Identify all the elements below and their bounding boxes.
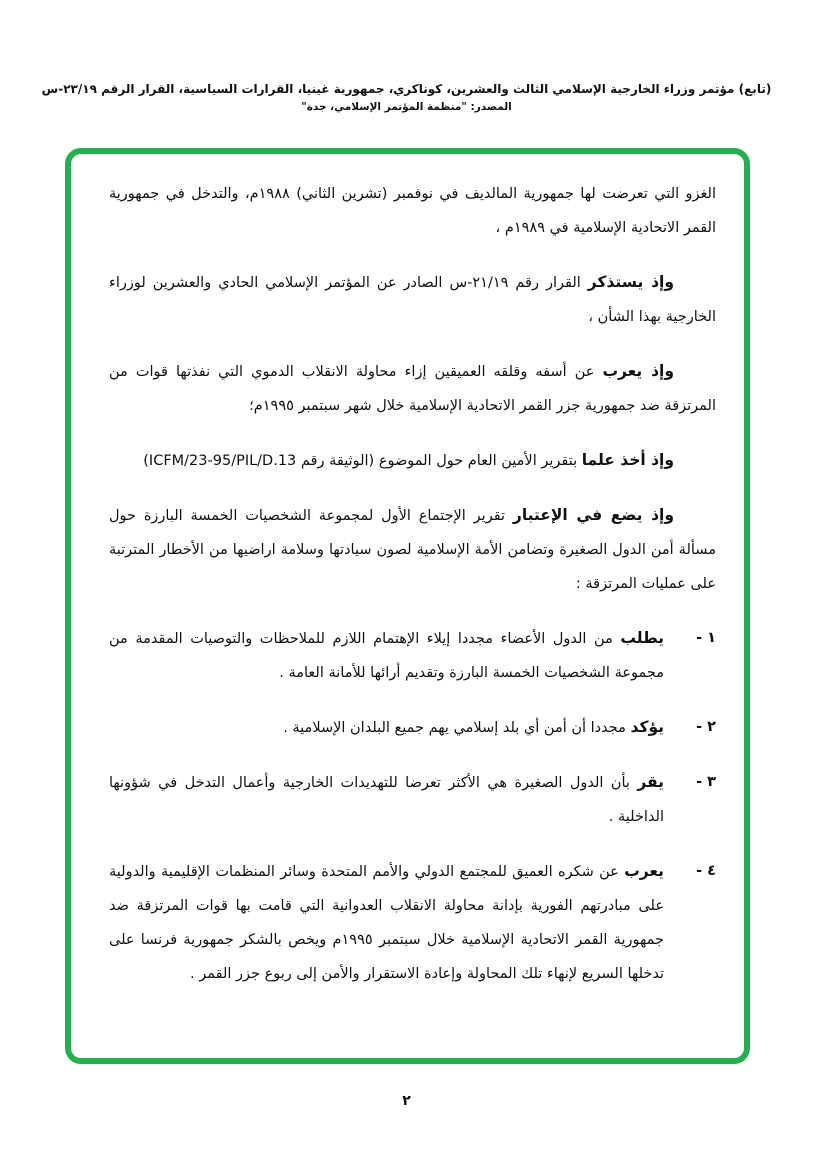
preamble-paragraph-3 [109, 354, 716, 423]
paragraph-text: الغزو التي تعرضت لها جمهورية المالديف في نوفمبر (تشرين الثاني) ١٩٨٨م، والتدخل في جمهورية القمر الاتحادية الإسلامية في ١٩٨٩م ، [109, 186, 717, 236]
item-body: بأن الدول الصغيرة هي الأكثر تعرضا للتهديدات الخارجية وأعمال التدخل في شؤونها الداخلية . [109, 775, 664, 825]
resolution-box [65, 148, 750, 1064]
preamble-paragraph-5 [109, 498, 716, 601]
paragraph-lead: وإذ أخذ علما [581, 451, 674, 469]
numbered-item-4 [109, 854, 716, 991]
paragraph-text: القرار رقم ٢١/١٩-س الصادر عن المؤتمر الإسلامي الحادي والعشرين لوزراء الخارجية بهذا الشأن ، [109, 275, 716, 325]
header-title: (تابع) مؤتمر وزراء الخارجية الإسلامي الثالث والعشرين، كوناكري، جمهورية غينيا، القرارات السياسية، القرار الرقم ٢٣/١٩-س [41, 82, 772, 96]
item-lead: يطلب [620, 629, 664, 647]
item-lead: يقر [637, 773, 664, 791]
item-number: ٢ - [696, 719, 716, 735]
preamble-paragraph-2 [109, 265, 716, 334]
paragraph-lead: وإذ يستذكر [587, 273, 675, 291]
item-text [109, 765, 664, 834]
item-text [109, 621, 664, 690]
header-source: المصدر: "منظمة المؤتمر الإسلامي، جدة" [301, 101, 512, 113]
numbered-item-1 [109, 621, 716, 690]
paragraph-lead: وإذ يضع في الإعتبار [512, 506, 675, 524]
page-number: ٢ [402, 1093, 411, 1109]
item-lead: يعرب [624, 862, 664, 880]
paragraph-text: بتقرير الأمين العام حول الموضوع (الوثيقة رقم ICFM/23-95/PIL/D.13) [143, 453, 582, 469]
item-text [109, 710, 664, 745]
preamble-paragraph-1 [109, 176, 716, 245]
paragraph-lead: وإذ يعرب [602, 362, 674, 380]
numbered-item-2 [109, 710, 716, 745]
item-number: ٣ - [696, 774, 716, 790]
item-body: عن شكره العميق للمجتمع الدولي والأمم المتحدة وسائر المنظمات الإقليمية والدولية على مبادرتهم الفورية بإدانة محاولة الانقلاب العدوانية التي قامت بها قوات المرتزقة ضد جمهورية القمر الاتحادية الإسلامية خلال سبتمبر ١٩٩٥م ويخص بالشكر جمهورية فرنسا على تدخلها السريع لإنهاء تلك المحاولة وإعادة الاستقرار والأمن إلى ربوع جزر القمر . [109, 864, 664, 982]
item-number: ١ - [696, 630, 716, 646]
item-text [109, 854, 664, 991]
item-body: مجددا أن أمن أي بلد إسلامي يهم جميع البلدان الإسلامية . [283, 720, 631, 736]
preamble-paragraph-4 [109, 443, 716, 478]
paragraph-text: عن أسفه وقلقه العميقين إزاء محاولة الانقلاب الدموي التي نفذتها قوات من المرتزقة ضد جمهورية جزر القمر الاتحادية الإسلامية خلال شهر سبتمبر ١٩٩٥م؛ [109, 364, 716, 414]
operative-items [109, 621, 716, 991]
item-lead: يؤكد [630, 718, 664, 736]
paragraph-text: تقرير الإجتماع الأول لمجموعة الشخصيات الخمسة البارزة حول مسألة أمن الدول الصغيرة وتضامن الأمة الإسلامية لصون سيادتها وسلامة اراضيها من الأخطار المترتبة على عمليات المرتزقة : [109, 508, 716, 592]
item-body: من الدول الأعضاء مجددا إيلاء الإهتمام اللازم للملاحظات والتوصيات المقدمة من مجموعة الشخصيات الخمسة البارزة وتقديم أرائها للأمانة العامة . [109, 631, 664, 681]
item-number: ٤ - [696, 863, 716, 879]
numbered-item-3 [109, 765, 716, 834]
page-header [34, 82, 779, 113]
